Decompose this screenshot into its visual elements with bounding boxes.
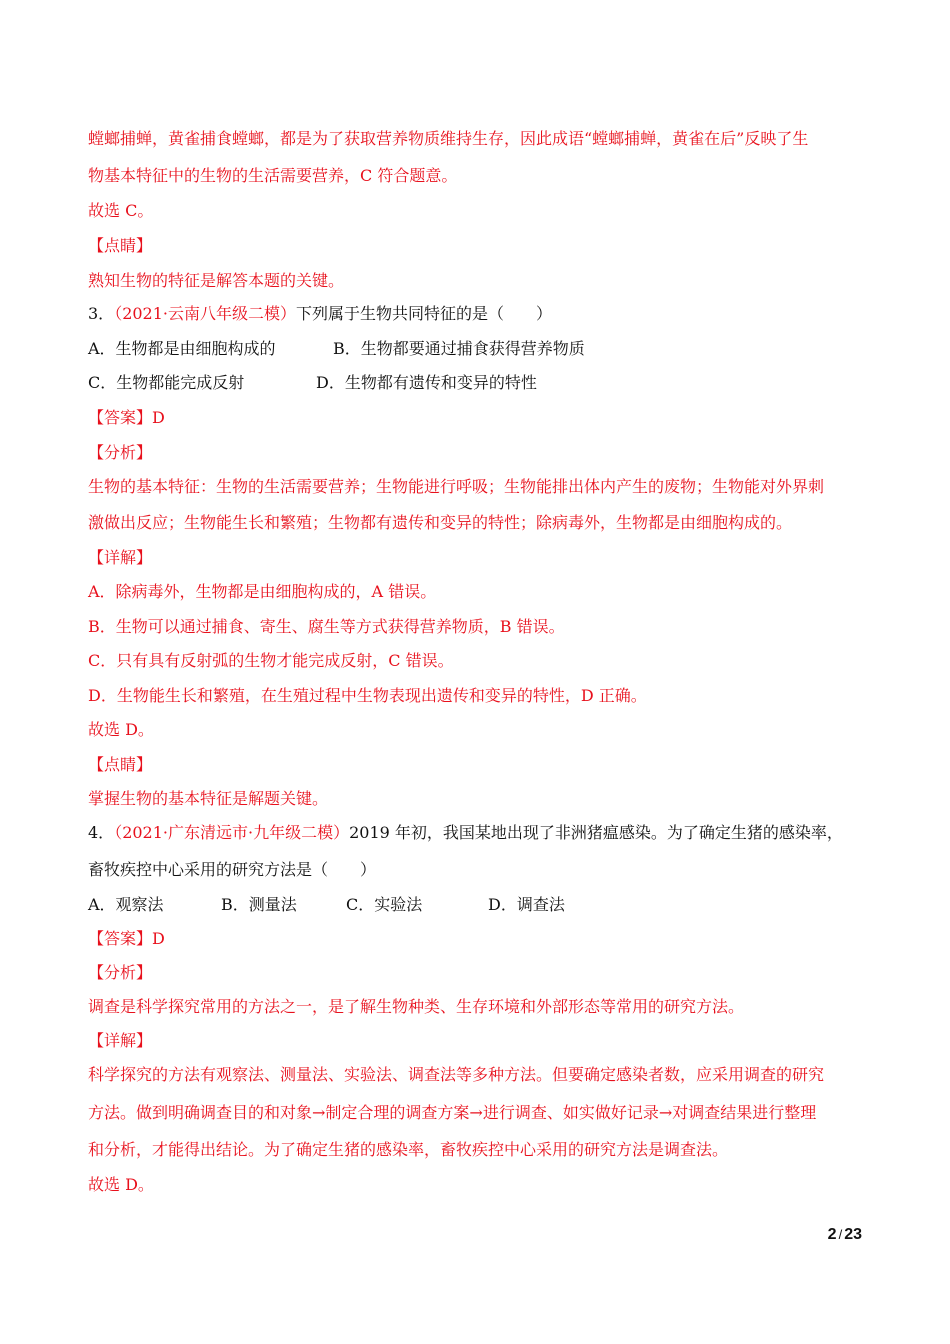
q3-option-a: A．生物都是由细胞构成的 xyxy=(88,339,276,358)
q3-analysis-heading: 【分析】 xyxy=(88,443,153,462)
q3-tip: 掌握生物的基本特征是解题关键。 xyxy=(88,789,329,808)
q3-option-b: B．生物都要通过捕食获得营养物质 xyxy=(333,339,585,358)
q3-detail-heading: 【详解】 xyxy=(88,548,153,567)
prev-choose: 故选 C。 xyxy=(88,201,154,220)
q4-answer: 【答案】D xyxy=(88,929,165,948)
q4-option-a: A．观察法 xyxy=(88,895,164,914)
q3-detail-d: D．生物能生长和繁殖，在生殖过程中生物表现出遗传和变异的特性，D 正确。 xyxy=(88,686,647,705)
q3-detail-a: A．除病毒外，生物都是由细胞构成的，A 错误。 xyxy=(88,582,437,601)
q4-source: （2021·广东清远市·九年级二模） xyxy=(114,823,350,842)
q4-option-d: D．调查法 xyxy=(488,895,565,914)
q3-choose: 故选 D。 xyxy=(88,720,154,739)
q3-stem xyxy=(88,303,552,325)
q3-number: 3． xyxy=(88,304,115,323)
q4-option-c: C．实验法 xyxy=(346,895,423,914)
prev-tip: 熟知生物的特征是解答本题的关键。 xyxy=(88,271,345,290)
q4-detail-line-1: 科学探究的方法有观察法、测量法、实验法、调查法等多种方法。但要确定感染者数，应采用调查的研究 xyxy=(88,1065,825,1084)
q4-detail-heading: 【详解】 xyxy=(88,1031,153,1050)
q3-answer: 【答案】D xyxy=(88,408,165,427)
q4-number: 4． xyxy=(88,823,115,842)
q3-analysis-line-2: 激做出反应；生物能生长和繁殖；生物都有遗传和变异的特性；除病毒外，生物都是由细胞构成的。 xyxy=(88,513,793,532)
page-separator: / xyxy=(838,1227,843,1242)
q3-option-d: D．生物都有遗传和变异的特性 xyxy=(316,373,537,392)
current-page: 2 xyxy=(827,1226,837,1243)
total-pages: 23 xyxy=(844,1226,862,1243)
q4-detail-line-3: 和分析，才能得出结论。为了确定生猪的感染率，畜牧疾控中心采用的研究方法是调查法。 xyxy=(88,1140,729,1159)
q3-detail-c: C．只有具有反射弧的生物才能完成反射，C 错误。 xyxy=(88,651,454,670)
q3-stem-text: 下列属于生物共同特征的是（ ） xyxy=(296,304,553,323)
q4-stem-line-2: 畜牧疾控中心采用的研究方法是（ ） xyxy=(88,860,377,879)
q4-option-b: B．测量法 xyxy=(221,895,297,914)
q3-tip-heading: 【点睛】 xyxy=(88,755,153,774)
prev-analysis-line-2: 物基本特征中的生物的生活需要营养，C 符合题意。 xyxy=(88,166,458,185)
prev-analysis-line-1: 螳螂捕蝉，黄雀捕食螳螂，都是为了获取营养物质维持生存，因此成语“螳螂捕蝉，黄雀在后”反映了生 xyxy=(88,129,809,148)
q4-stem-line-1 xyxy=(88,822,843,844)
q4-analysis: 调查是科学探究常用的方法之一，是了解生物种类、生存环境和外部形态等常用的研究方法。 xyxy=(88,997,745,1016)
q4-stem-text: 2019 年初，我国某地出现了非洲猪瘟感染。为了确定生猪的感染率， xyxy=(349,823,843,842)
q3-analysis-line-1: 生物的基本特征：生物的生活需要营养；生物能进行呼吸；生物能排出体内产生的废物；生物能对外界刺 xyxy=(88,477,825,496)
q3-source: （2021·云南八年级二模） xyxy=(114,304,296,323)
page-number xyxy=(828,1226,862,1244)
q4-analysis-heading: 【分析】 xyxy=(88,963,153,982)
prev-tip-heading: 【点睛】 xyxy=(88,236,153,255)
q4-choose: 故选 D。 xyxy=(88,1175,154,1194)
q3-detail-b: B．生物可以通过捕食、寄生、腐生等方式获得营养物质，B 错误。 xyxy=(88,617,565,636)
q3-option-c: C．生物都能完成反射 xyxy=(88,373,245,392)
q4-detail-line-2: 方法。做到明确调查目的和对象→制定合理的调查方案→进行调查、如实做好记录→对调查结果进行整理 xyxy=(88,1103,817,1122)
